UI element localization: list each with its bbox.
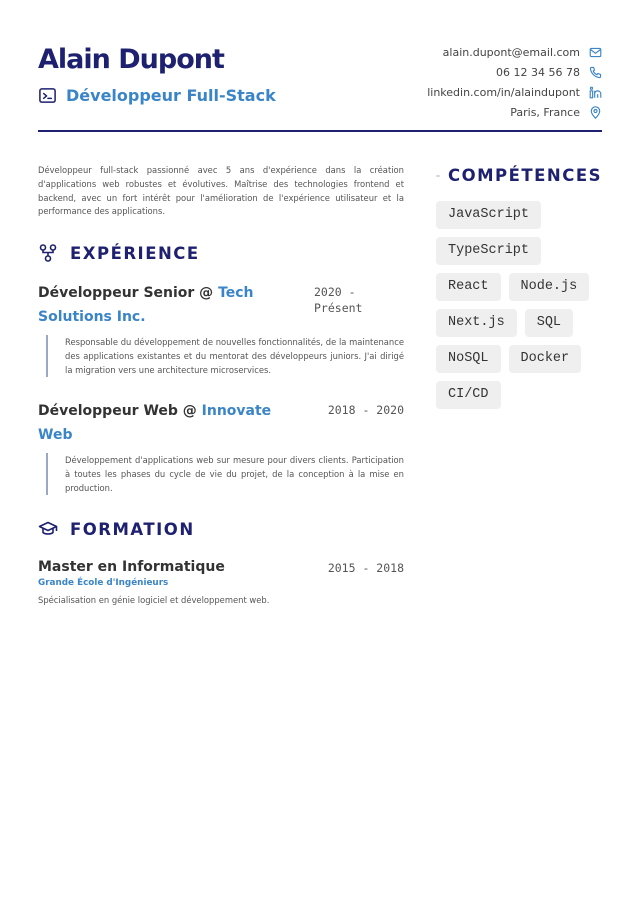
- profile-summary: Développeur full-stack passionné avec 5 ans d'expérience dans la création d'applications web robustes et évolutives. Maîtrise des technologies frontend et backend, avec un fort intérêt pour l'amélioration de l'expérience utilisateur et la performance des applications.: [38, 165, 404, 217]
- skill-tag: JavaScript: [436, 201, 541, 229]
- experience-title: [38, 281, 298, 329]
- sidebar-column: [436, 166, 602, 409]
- education-school: Grande École d'Ingénieurs: [38, 578, 169, 589]
- workflow-icon: [38, 243, 58, 263]
- education-section-header: [38, 519, 404, 539]
- experience-section-header: [38, 243, 404, 263]
- experience-dates: 2020 - Présent: [314, 285, 363, 316]
- contact-location-text: Paris, France: [510, 105, 580, 119]
- skill-tag: SQL: [525, 309, 573, 337]
- location-icon: [588, 105, 602, 119]
- candidate-name: Alain Dupont: [38, 44, 224, 75]
- job-title-row: [38, 86, 276, 105]
- education-degree: Master en Informatique: [38, 559, 225, 576]
- terminal-icon: [38, 86, 57, 105]
- code-icon: [436, 167, 440, 185]
- experience-company: Tech Solutions Inc.: [38, 285, 254, 326]
- skills-list: [436, 201, 602, 409]
- experience-description: Développement d'applications web sur mesure pour divers clients. Participation à toutes les phases du cycle de vie du projet, de la conception à la mise en production.: [46, 453, 404, 495]
- contact-linkedin-text: linkedin.com/in/alaindupont: [427, 85, 580, 99]
- linkedin-icon: [588, 85, 602, 99]
- contact-email-text: alain.dupont@email.com: [442, 45, 580, 59]
- skill-tag: Next.js: [436, 309, 517, 337]
- contact-list: [342, 42, 602, 122]
- skills-section-header: [436, 166, 602, 185]
- education-heading: FORMATION: [70, 519, 195, 539]
- skills-heading: COMPÉTENCES: [447, 166, 602, 185]
- skill-tag: NoSQL: [436, 345, 501, 373]
- contact-email[interactable]: [342, 42, 602, 62]
- skill-tag: TypeScript: [436, 237, 541, 265]
- phone-icon: [588, 65, 602, 79]
- experience-role: Développeur Senior @: [38, 285, 219, 302]
- experience-company: Innovate Web: [38, 403, 272, 444]
- contact-location: [342, 102, 602, 122]
- experience-title: [38, 399, 298, 447]
- job-title: Développeur Full-Stack: [66, 86, 276, 105]
- main-column: [38, 164, 404, 605]
- mail-icon: [588, 45, 602, 59]
- skill-tag: React: [436, 273, 501, 301]
- header-divider: [38, 130, 602, 132]
- experience-role: Développeur Web @: [38, 403, 202, 420]
- resume-header: [38, 42, 602, 132]
- contact-phone-text: 06 12 34 56 78: [496, 65, 580, 79]
- skill-tag: Docker: [509, 345, 582, 373]
- experience-dates: 2018 - 2020: [327, 403, 404, 418]
- contact-linkedin[interactable]: [342, 82, 602, 102]
- experience-item: [38, 399, 404, 495]
- skill-tag: Node.js: [509, 273, 590, 301]
- education-item: [38, 557, 404, 605]
- education-description: Spécialisation en génie logiciel et développement web.: [38, 595, 270, 606]
- graduation-cap-icon: [38, 519, 58, 539]
- experience-heading: EXPÉRIENCE: [70, 243, 200, 263]
- experience-description: Responsable du développement de nouvelles fonctionnalités, de la maintenance des applications existantes et du mentorat des développeurs juniors. J'ai dirigé la migration vers une architecture microservices.: [46, 335, 404, 377]
- contact-phone[interactable]: [342, 62, 602, 82]
- education-dates: 2015 - 2018: [327, 561, 404, 576]
- skill-tag: CI/CD: [436, 381, 501, 409]
- experience-item: [38, 281, 404, 377]
